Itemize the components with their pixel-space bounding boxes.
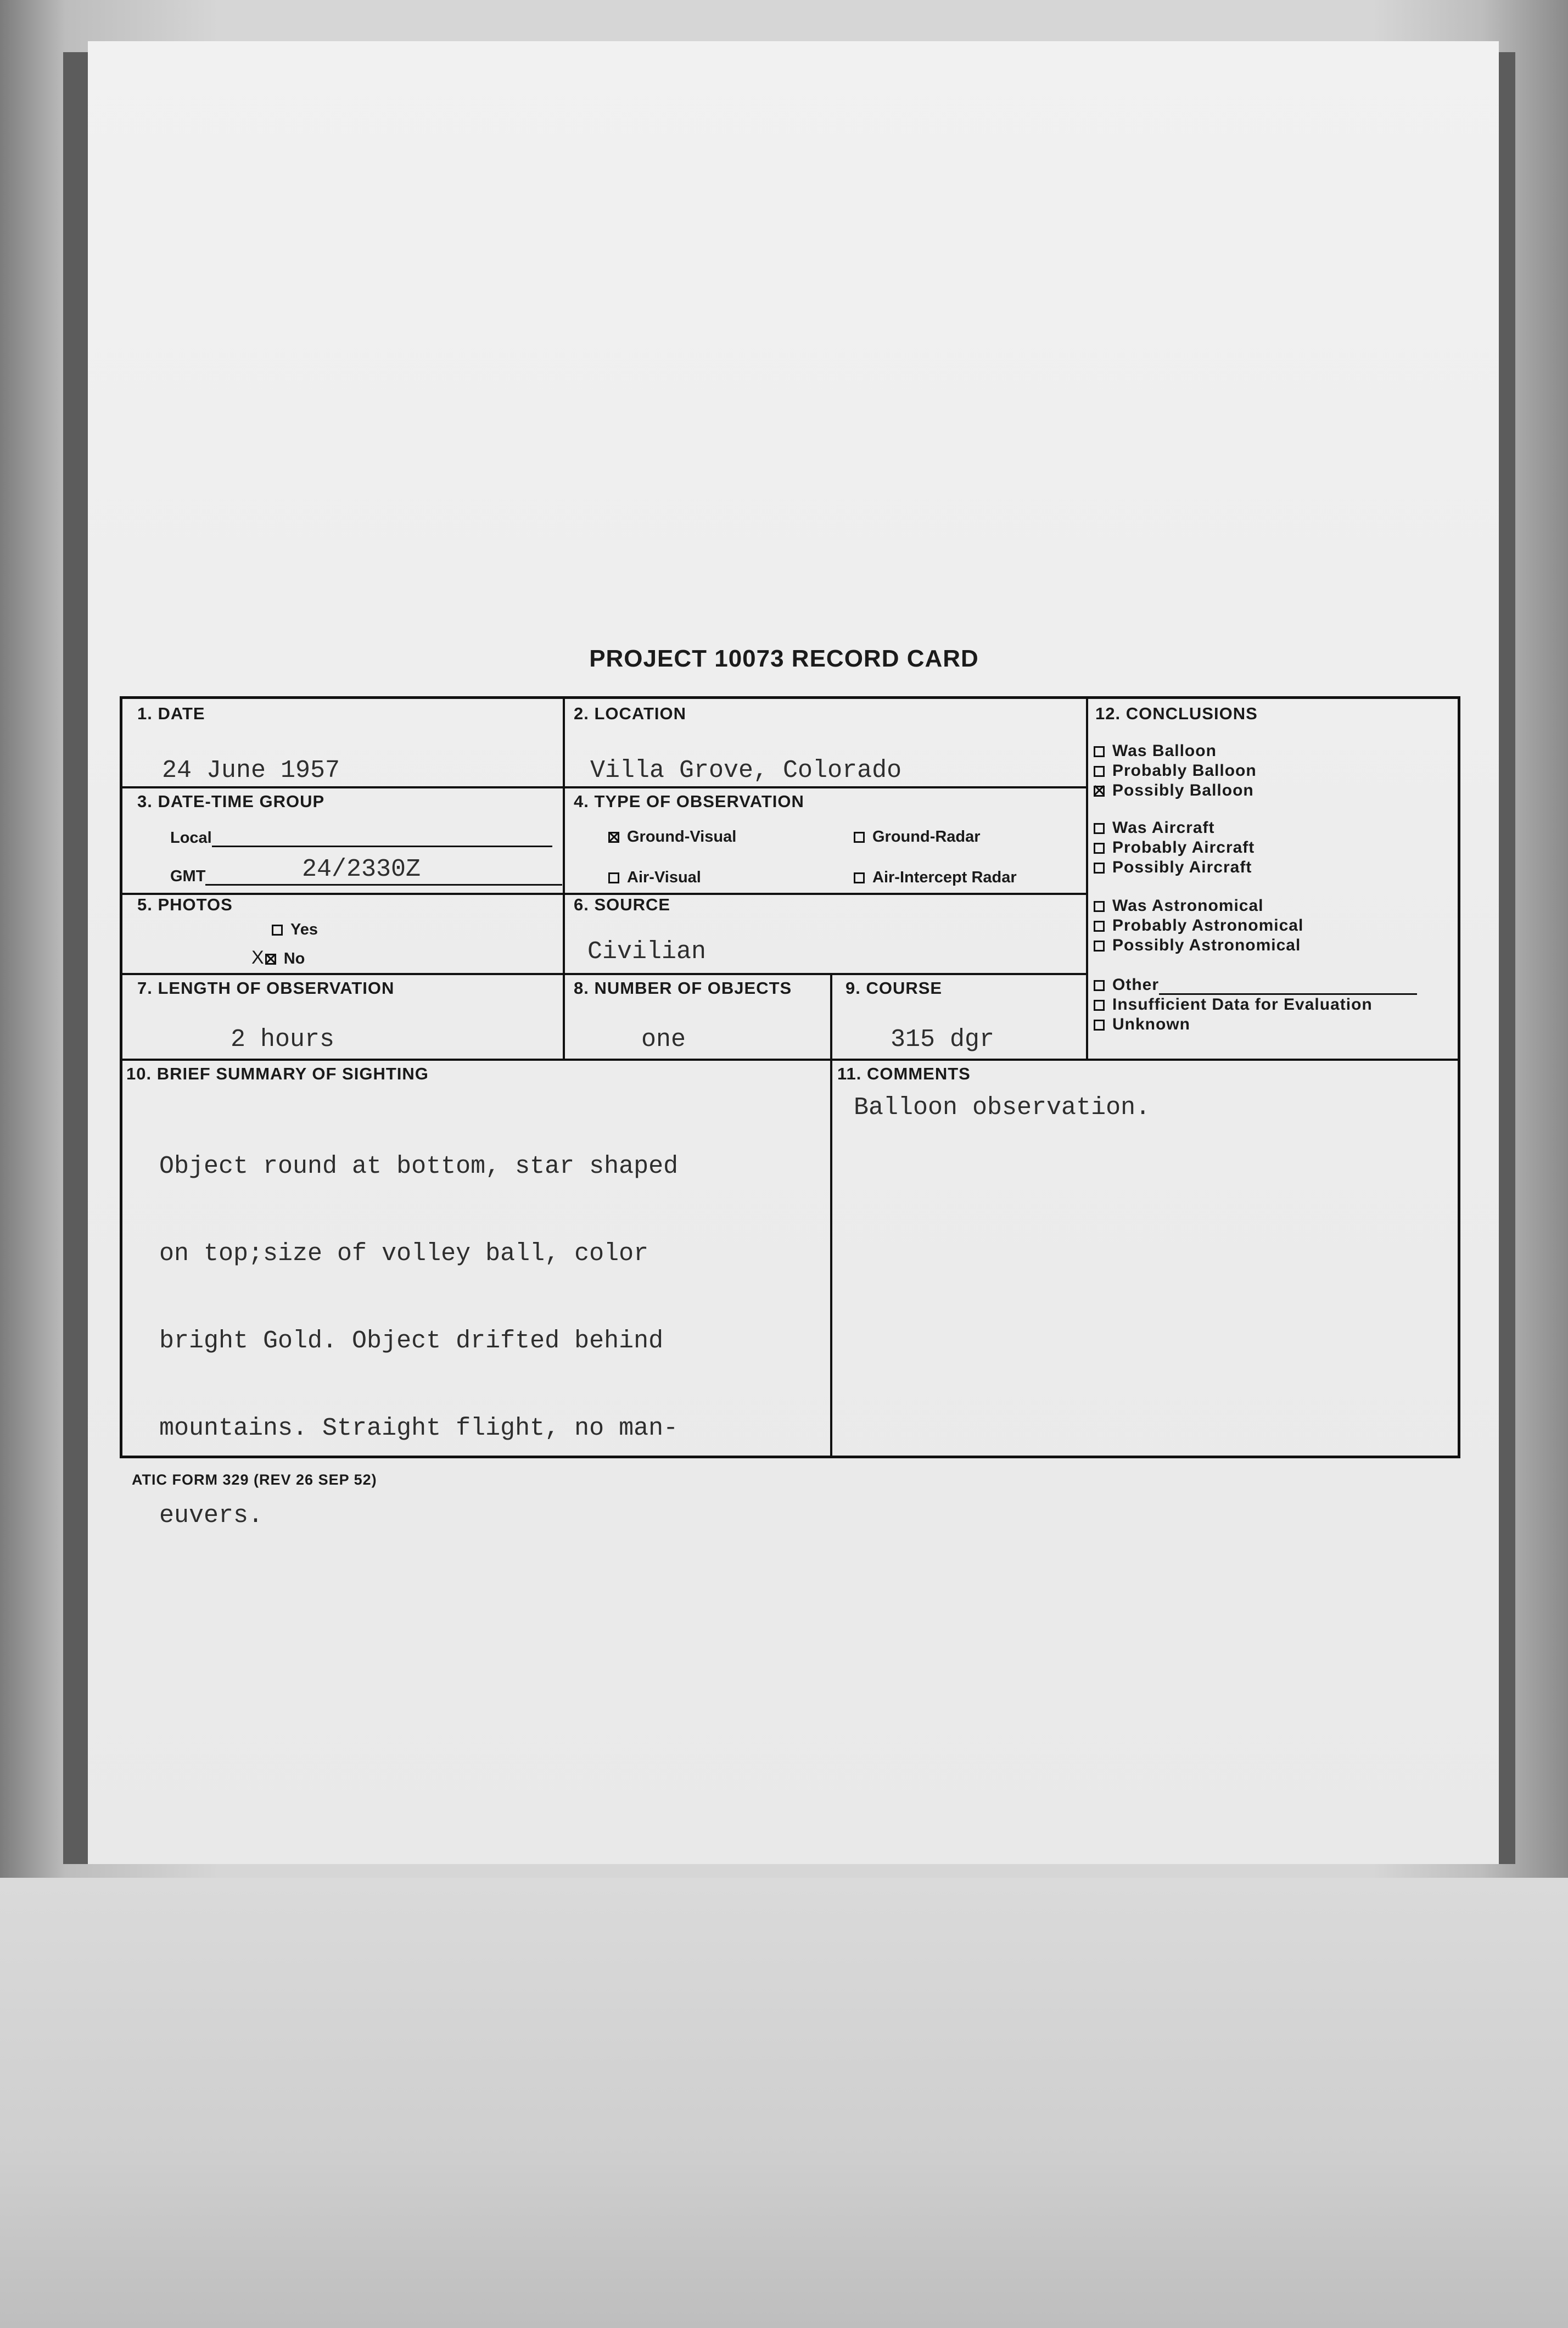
location-label: 2. LOCATION [574, 704, 687, 723]
comments-value: Balloon observation. [854, 1094, 1151, 1122]
local-label [170, 829, 552, 847]
conclusion-item [1094, 916, 1303, 936]
summary-line: Object round at bottom, star shaped [159, 1152, 679, 1180]
summary-text [159, 1094, 807, 1559]
course-label: 9. COURSE [845, 978, 943, 998]
checkbox-icon [1094, 1020, 1105, 1031]
type-ground-visual [608, 828, 736, 846]
photos-label: 5. PHOTOS [137, 895, 233, 914]
checkbox-icon [608, 832, 619, 843]
location-value: Villa Grove, Colorado [590, 757, 902, 785]
source-label: 6. SOURCE [574, 895, 671, 914]
type-air-visual [608, 869, 701, 887]
other-blank [1159, 979, 1417, 995]
checkbox-icon [1094, 823, 1105, 834]
conclusion-label: Was Balloon [1112, 742, 1217, 760]
course-value: 315 dgr [891, 1026, 995, 1054]
conclusion-item [1094, 975, 1417, 995]
checkbox-icon [1094, 766, 1105, 777]
checkbox-icon [1094, 941, 1105, 952]
checkbox-icon [854, 872, 865, 883]
conclusion-label: Unknown [1112, 1015, 1190, 1033]
conclusion-item [1094, 781, 1254, 801]
option-label: Ground-Visual [627, 828, 737, 846]
checkbox-icon [1094, 843, 1105, 854]
conclusion-item [1094, 936, 1301, 955]
divider [563, 696, 565, 1061]
checkbox-icon [1094, 746, 1105, 757]
lower-background [0, 1878, 1568, 2328]
checkbox-icon [1094, 921, 1105, 932]
conclusion-item [1094, 818, 1215, 838]
photos-yes [272, 921, 318, 939]
divider [120, 786, 1087, 788]
type-ground-radar [854, 828, 981, 846]
checkbox-icon [1094, 980, 1105, 991]
summary-line: mountains. Straight flight, no man- [159, 1414, 679, 1442]
conclusion-label: Other [1112, 976, 1160, 994]
conclusion-item [1094, 1015, 1190, 1034]
form-number: ATIC FORM 329 (REV 26 SEP 52) [132, 1471, 377, 1488]
conclusion-label: Insufficient Data for Evaluation [1112, 995, 1373, 1014]
comments-label: 11. COMMENTS [837, 1064, 971, 1083]
checkbox-icon [854, 832, 865, 843]
checkbox-icon [1094, 863, 1105, 874]
option-label: Ground-Radar [872, 828, 981, 846]
date-value: 24 June 1957 [162, 757, 340, 785]
photos-no [251, 947, 305, 969]
conclusions-label: 12. CONCLUSIONS [1095, 704, 1258, 723]
option-label: Yes [290, 921, 318, 938]
local-blank [212, 829, 552, 847]
option-label: Air-Visual [627, 869, 701, 886]
divider [120, 973, 1087, 975]
local-text: Local [170, 829, 212, 847]
checkbox-icon [265, 954, 276, 965]
card-title: PROJECT 10073 RECORD CARD [589, 645, 979, 672]
length-label: 7. LENGTH OF OBSERVATION [137, 978, 395, 998]
date-label: 1. DATE [137, 704, 205, 723]
divider [830, 973, 832, 1458]
gmt-text: GMT [170, 868, 206, 885]
divider [1086, 696, 1088, 1061]
summary-line: bright Gold. Object drifted behind [159, 1327, 664, 1355]
conclusion-label: Was Aircraft [1112, 819, 1215, 837]
checkbox-icon [1094, 786, 1105, 797]
divider [120, 1059, 1460, 1061]
type-label: 4. TYPE OF OBSERVATION [574, 792, 804, 811]
conclusion-item [1094, 761, 1257, 781]
checkbox-icon [1094, 1000, 1105, 1011]
conclusion-label: Was Astronomical [1112, 897, 1264, 915]
conclusion-item [1094, 995, 1373, 1015]
no-mark: X [251, 947, 264, 968]
summary-label: 10. BRIEF SUMMARY OF SIGHTING [126, 1064, 429, 1083]
conclusion-label: Probably Balloon [1112, 762, 1257, 780]
type-air-intercept-radar [854, 869, 1017, 887]
conclusion-item [1094, 741, 1217, 761]
conclusion-label: Probably Aircraft [1112, 838, 1255, 857]
conclusion-item [1094, 838, 1255, 858]
conclusion-item [1094, 858, 1252, 877]
conclusion-label: Possibly Aircraft [1112, 858, 1252, 876]
source-value: Civilian [587, 938, 707, 966]
option-label: No [283, 950, 305, 967]
conclusion-label: Possibly Balloon [1112, 781, 1254, 799]
checkbox-icon [272, 925, 283, 936]
summary-line: euvers. [159, 1502, 264, 1530]
checkbox-icon [1094, 901, 1105, 912]
conclusion-label: Possibly Astronomical [1112, 936, 1301, 954]
option-label: Air-Intercept Radar [872, 869, 1017, 886]
num-objects-value: one [641, 1026, 686, 1054]
num-objects-label: 8. NUMBER OF OBJECTS [574, 978, 792, 998]
summary-line: on top;size of volley ball, color [159, 1240, 649, 1268]
checkbox-icon [608, 872, 619, 883]
length-value: 2 hours [231, 1026, 335, 1054]
conclusion-label: Probably Astronomical [1112, 916, 1304, 934]
gmt-value: 24/2330Z [302, 855, 421, 883]
dtg-label: 3. DATE-TIME GROUP [137, 792, 325, 811]
conclusion-item [1094, 896, 1264, 916]
